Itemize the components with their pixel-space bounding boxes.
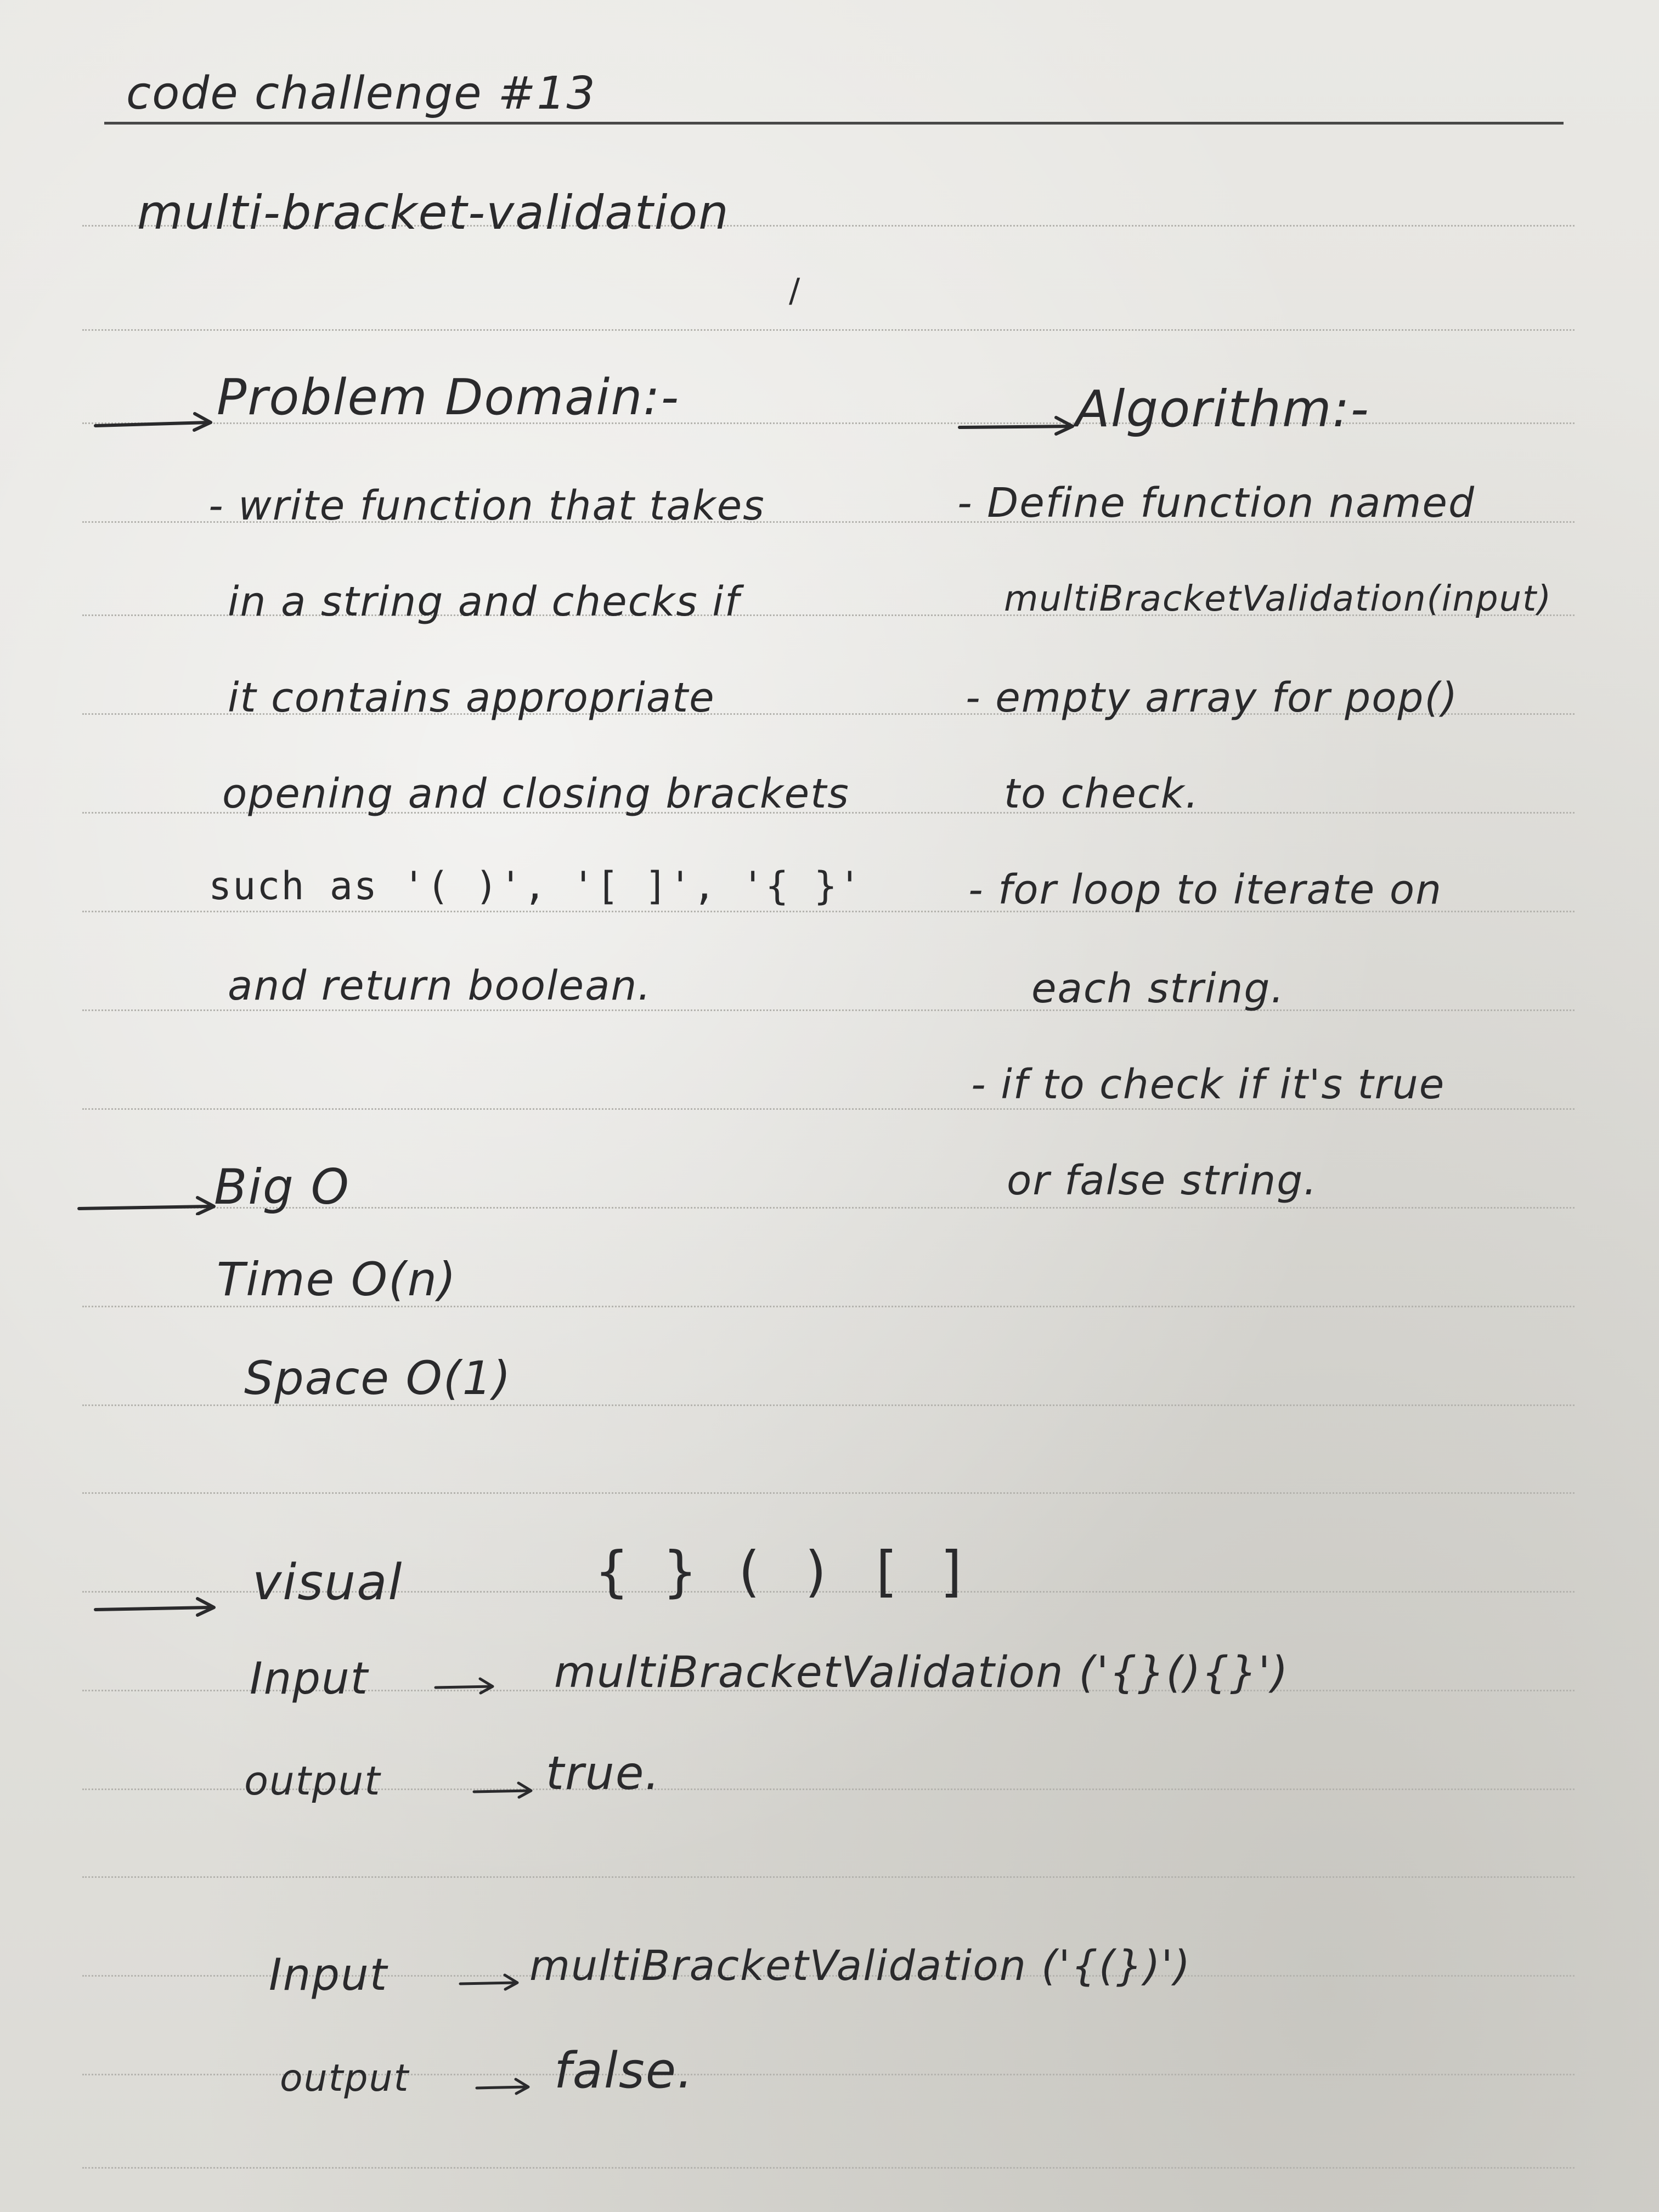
algorithm-line: multiBracketValidation(input) — [1004, 579, 1553, 619]
ruled-line — [82, 329, 1575, 331]
example1-output-value: true. — [546, 1746, 661, 1800]
page-title: code challenge #13 — [126, 67, 596, 120]
example1-input-label: Input — [250, 1653, 369, 1704]
example2-input-label: Input — [269, 1949, 388, 2000]
ruled-line — [82, 1108, 1575, 1110]
bullet-arrow-icon — [957, 409, 1084, 436]
visual-heading: visual — [252, 1554, 403, 1611]
bullet-arrow-icon — [77, 1188, 225, 1215]
algorithm-line: to check. — [1004, 770, 1199, 817]
ruled-line — [82, 1009, 1575, 1011]
big-o-heading: Big O — [214, 1159, 350, 1215]
ruled-line — [82, 1876, 1575, 1878]
algorithm-line: - for loop to iterate on — [968, 866, 1443, 913]
algorithm-line: - if to check if it's true — [971, 1061, 1446, 1108]
algorithm-line: each string. — [1031, 965, 1285, 1012]
bullet-arrow-icon — [93, 1591, 225, 1618]
algorithm-line: - empty array for pop() — [966, 674, 1459, 721]
problem-domain-line: in a string and checks if — [228, 578, 740, 625]
problem-domain-line: it contains appropriate — [228, 674, 715, 721]
example1-output-label: output — [244, 1758, 381, 1804]
example1-input-value: multiBracketValidation ('{}(){}') — [554, 1648, 1289, 1697]
problem-domain-line: - write function that takes — [208, 482, 765, 529]
algorithm-line: - Define function named — [957, 479, 1475, 527]
algorithm-line: or false string. — [1007, 1157, 1318, 1204]
problem-domain-heading: Problem Domain:- — [217, 369, 680, 426]
problem-domain-line: opening and closing brackets — [222, 770, 850, 817]
stray-mark: / — [789, 272, 802, 310]
problem-domain-line: such as '( )', '[ ]', '{ }' — [208, 864, 862, 909]
example2-input-value: multiBracketValidation ('{(})') — [529, 1941, 1192, 1990]
problem-domain-line: and return boolean. — [228, 962, 652, 1009]
example2-output-value: false. — [554, 2042, 694, 2100]
ruled-line — [82, 2167, 1575, 2169]
visual-brackets: { } ( ) [ ] — [595, 1539, 971, 1604]
arrow-icon — [475, 2074, 535, 2096]
algorithm-heading: Algorithm:- — [1075, 380, 1370, 438]
page-subtitle: multi-bracket-validation — [137, 185, 730, 240]
bullet-arrow-icon — [93, 406, 219, 433]
ruled-line — [82, 1492, 1575, 1494]
header-rule — [104, 122, 1564, 125]
big-o-space: Space O(1) — [244, 1351, 512, 1405]
arrow-icon — [472, 1778, 538, 1799]
big-o-time: Time O(n) — [217, 1252, 457, 1306]
example2-output-label: output — [280, 2057, 410, 2100]
arrow-icon — [458, 1970, 524, 1991]
arrow-icon — [433, 1673, 499, 1695]
